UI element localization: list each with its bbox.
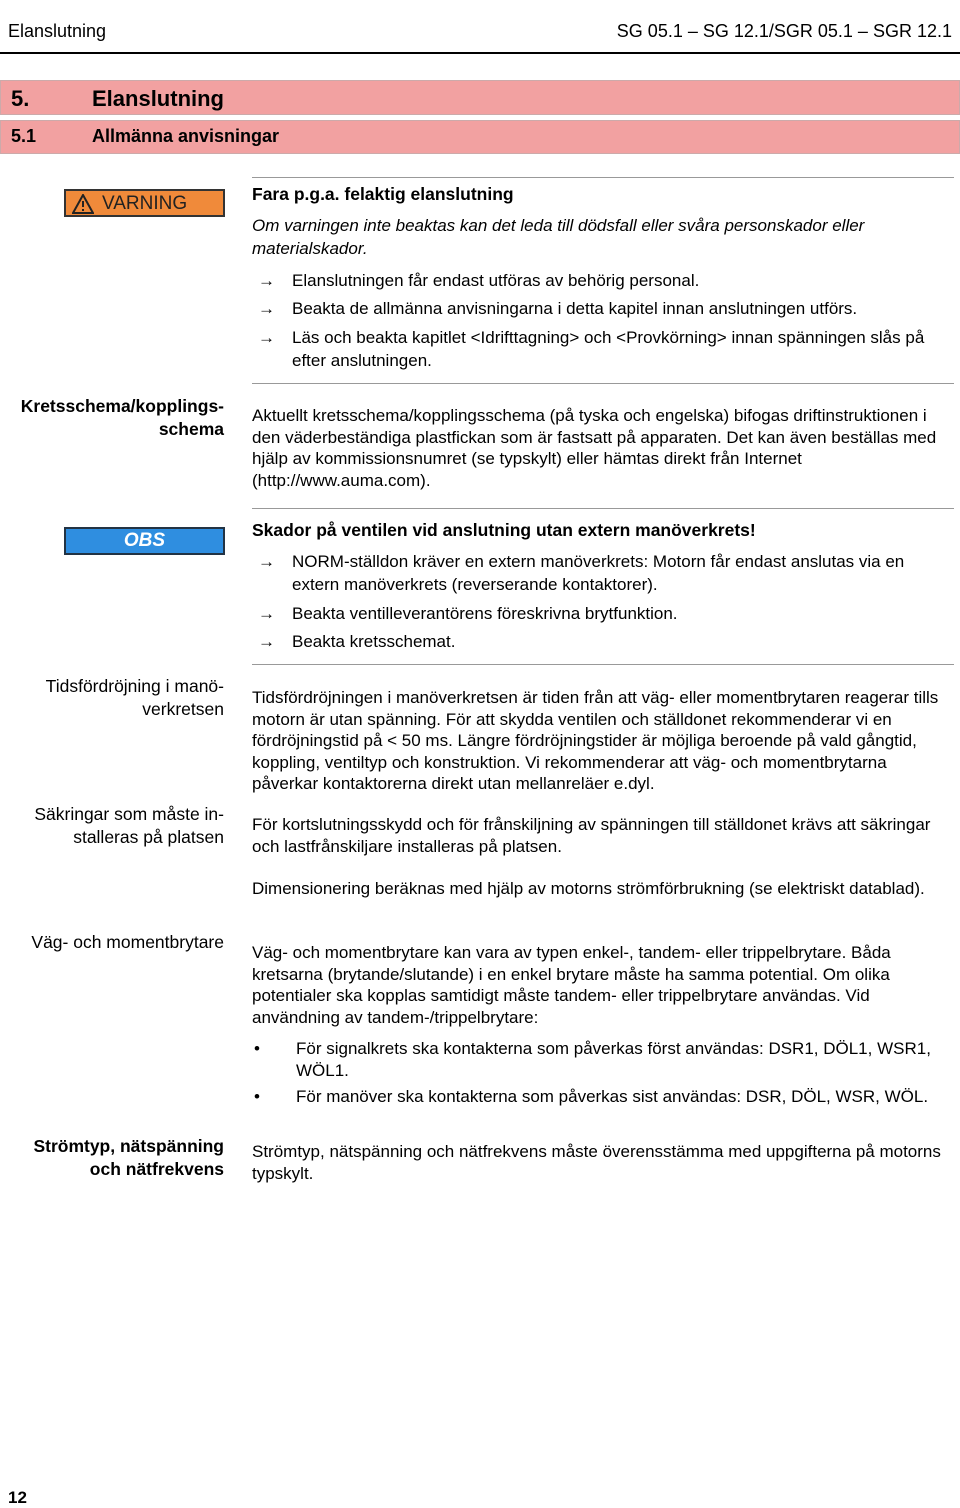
notice-item: → Beakta kretsschemat. xyxy=(258,632,456,651)
divider xyxy=(252,664,954,665)
fuses-text: För kortslutningsskydd och för frånskiljning av spänningen till ställdonet krävs att säkringar och lastfrånskiljare installeras på platsen. xyxy=(252,815,931,856)
section-number: 5.1 xyxy=(11,126,37,146)
section-title: Allmänna anvisningar xyxy=(92,126,280,146)
notice-item: → NORM-ställdon kräver en extern manöverkrets: Motorn får endast anslutas via en extern manöverkrets (reverserande kontaktorer). xyxy=(258,552,905,594)
divider xyxy=(252,177,954,178)
label-delay: Tidsfördröjning i manö- verkretsen xyxy=(45,676,224,719)
arrow-icon: → xyxy=(258,632,275,651)
warning-title: Fara p.g.a. felaktig elanslutning xyxy=(252,184,514,204)
warning-item: → Elanslutningen får endast utföras av behörig personal. xyxy=(258,271,700,290)
label-fuses: Säkringar som måste in- stalleras på platsen xyxy=(34,804,224,847)
bullet-icon: • xyxy=(254,1039,260,1058)
running-header-title: Elanslutning xyxy=(8,21,107,41)
notice-item: → Beakta ventilleverantörens föreskrivna brytfunktion. xyxy=(258,604,678,623)
notice-title: Skador på ventilen vid anslutning utan extern manöverkrets! xyxy=(252,520,756,540)
chapter-heading xyxy=(0,80,960,115)
warning-item: → Läs och beakta kapitlet <Idrifttagning> och <Provkörning> innan spänningen slås på efter anslutningen. xyxy=(258,328,925,370)
wiring-diagram-text: Aktuellt kretsschema/kopplingsschema (på tyska och engelska) bifogas driftinstruktionen i den väderbeständiga plastfickan som är fastsatt på apparaten. Det kan även beställas med hjälp av kommissionsnumret (se typskylt) eller hämtas direkt från Internet (http://www.auma.com). xyxy=(252,406,937,490)
warning-badge xyxy=(64,189,225,217)
arrow-icon: → xyxy=(258,552,275,571)
page-number: 12 xyxy=(8,1488,27,1507)
power-text: Strömtyp, nätspänning och nätfrekvens måste överensstämma med uppgifterna på motorns typskylt. xyxy=(252,1142,941,1183)
arrow-icon: → xyxy=(258,271,275,290)
warning-item: → Beakta de allmänna anvisningarna i detta kapitel innan anslutningen utförs. xyxy=(258,299,858,318)
switches-bullet: • För manöver ska kontakterna som påverkas sist användas: DSR, DÖL, WSR, WÖL. xyxy=(254,1087,929,1106)
divider xyxy=(252,383,954,384)
switches-text: Väg- och momentbrytare kan vara av typen enkel-, tandem- eller trippelbrytare. Båda kretsarna (brytande/slutande) i en enkel brytare måste ha samma potential. Om olika potentialer ska kopplas samtidigt måste tandem- eller trippelbrytare användas. Vid användning av tandem-/trippelbrytare: xyxy=(252,943,891,1027)
fuses-dimensioning-text: Dimensionering beräknas med hjälp av motorns strömförbrukning (se elektriskt datablad). xyxy=(252,879,925,898)
warning-text: Om varningen inte beaktas kan det leda till dödsfall eller svåra personskador eller materialskador. xyxy=(252,216,865,258)
arrow-icon: → xyxy=(258,328,275,347)
divider xyxy=(252,508,954,509)
delay-text: Tidsfördröjningen i manöverkretsen är tiden från att väg- eller momentbrytaren reagerar tills motorn är utan spänning. För att skydda ventilen och ställdonet rekommenderar vi en fördröjningstid på < 50 ms. Längre fördröjningstider är möjliga beroende på vald gångtid, koppling, ventiltyp och konstruktion. Vi rekommenderar att väg- och momentbrytarna påverkar kontaktorerna direkt utan mellanreläer e.dyl. xyxy=(252,688,939,793)
chapter-title: Elanslutning xyxy=(92,86,224,111)
notice-badge: OBS xyxy=(64,527,225,555)
warning-triangle-icon xyxy=(72,194,94,214)
label-power: Strömtyp, nätspänning och nätfrekvens xyxy=(33,1136,224,1179)
header-divider xyxy=(0,52,960,54)
switches-bullet: • För signalkrets ska kontakterna som påverkas först användas: DSR1, DÖL1, WSR1, WÖL1. xyxy=(254,1039,931,1080)
chapter-number: 5. xyxy=(11,86,30,111)
label-wiring-diagram: Kretsschema/kopplings- schema xyxy=(20,396,224,439)
warning-badge-label: VARNING xyxy=(102,193,188,214)
section-heading xyxy=(0,120,960,154)
bullet-icon: • xyxy=(254,1087,260,1106)
label-switches: Väg- och momentbrytare xyxy=(31,932,224,952)
arrow-icon: → xyxy=(258,299,275,318)
arrow-icon: → xyxy=(258,604,275,623)
running-header-model: SG 05.1 – SG 12.1/SGR 05.1 – SGR 12.1 xyxy=(616,21,952,41)
